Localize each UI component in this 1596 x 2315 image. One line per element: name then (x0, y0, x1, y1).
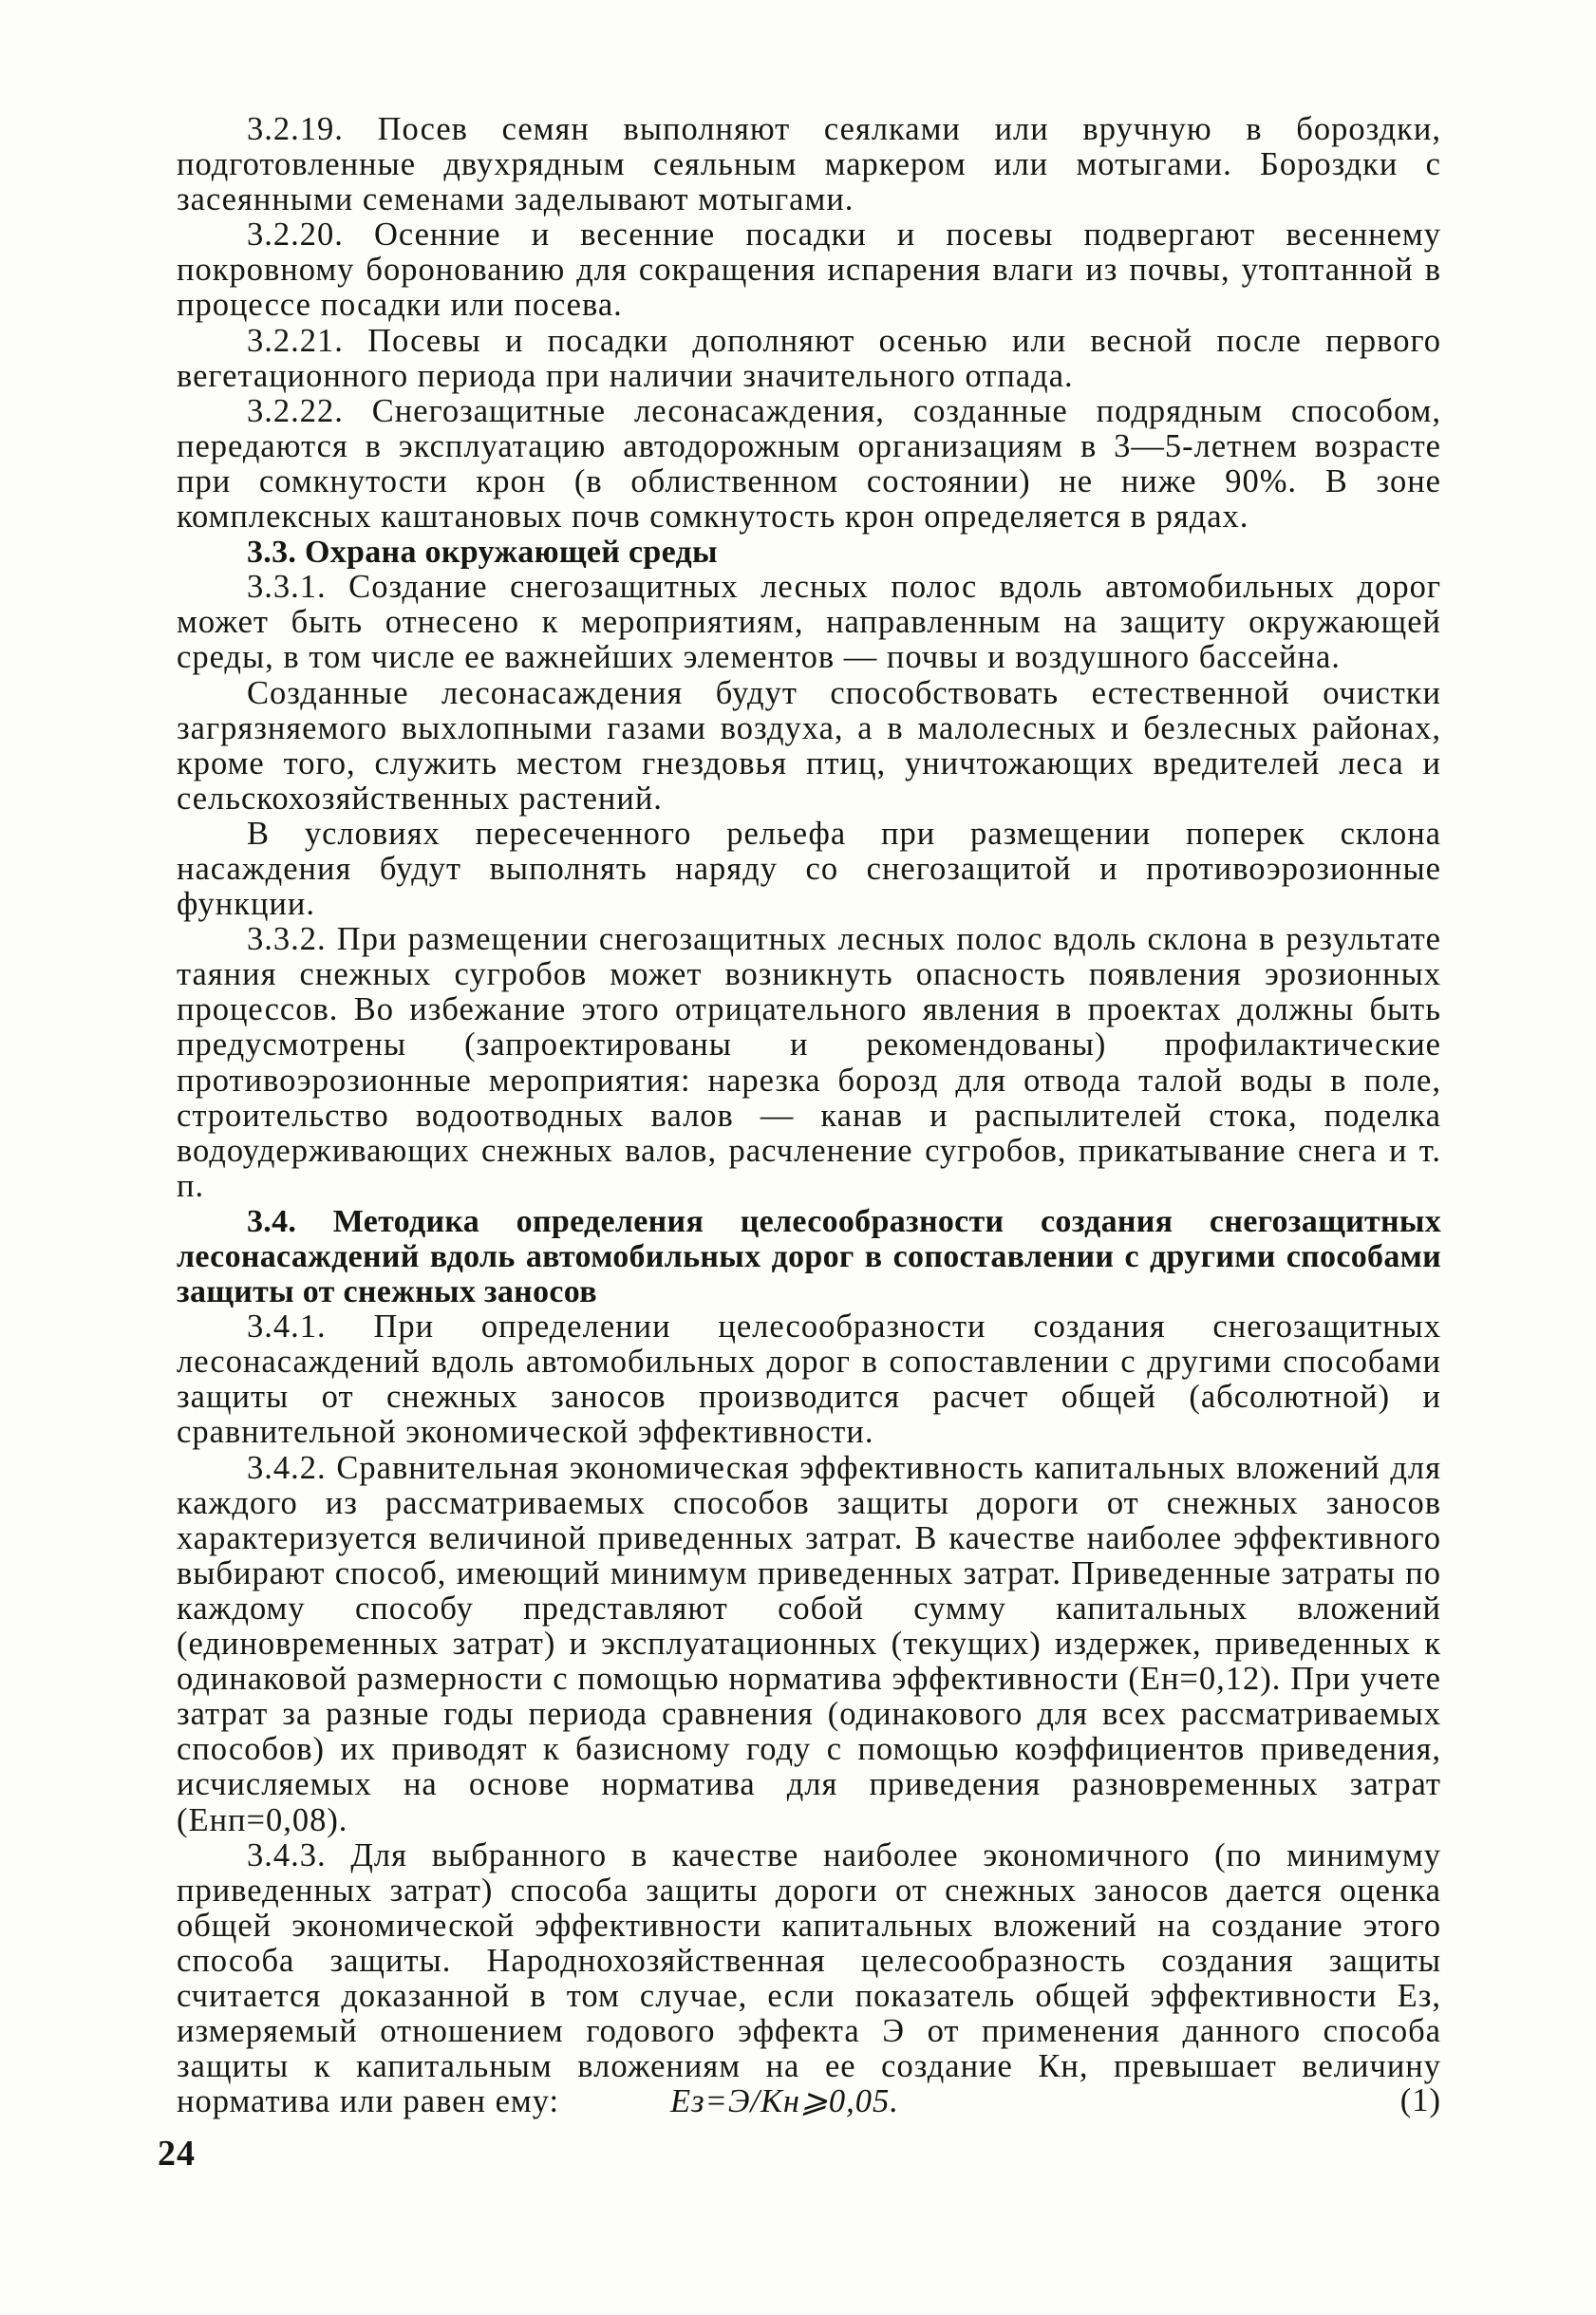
page-body (177, 112, 1441, 2119)
paragraph-3-2-22: 3.2.22. Снегозащитные лесонасаждения, созданные подрядным способом, передаются в эксплуатацию автодорожным организациям в 3—5-летнем возрасте при сомкнутости крон (в облиственном состоянии) не ниже 90%. В зоне комплексных каштановых почв сомкнутость крон определяется в рядах. (177, 392, 1441, 536)
paragraph-3-2-21: 3.2.21. Посевы и посадки дополняют осенью или весной после первого вегетационного периода при наличии значительного отпада. (177, 322, 1441, 394)
paragraph-3-2-20: 3.2.20. Осенние и весенние посадки и посевы подвергают весеннему покровному боронованию для сокращения испарения влаги из почвы, утоптанной в процессе посадки или посева. (177, 216, 1441, 324)
page-number: 24 (158, 2134, 196, 2174)
paragraph-terrain-functions: В условиях пересеченного рельефа при размещении поперек склона насаждения будут выполнять наряду со снегозащитой и противоэрозионные функции. (177, 815, 1441, 923)
paragraph-3-4-2: 3.4.2. Сравнительная экономическая эффективность капитальных вложений для каждого из рассматриваемых способов защиты дороги от снежных заносов характеризуется величиной приведенных затрат. В качестве наиболее эффективного выбирают способ, имеющий минимум приведенных затрат. Приведенные затраты по каждому способу представляют собой сумму капитальных вложений (единовременных затрат) и эксплуатационных (текущих) издержек, приведенных к одинаковой размерности с помощью норматива эффективности (Ен=0,12). При учете затрат за разные годы периода сравнения (одинакового для всех рассматриваемых способов) их приводят к базисному году с помощью коэффициентов приведения, исчисляемых на основе норматива для приведения разновременных затрат (Енп=0,08). (177, 1449, 1441, 1838)
formula-number: (1) (1399, 2082, 1441, 2118)
paragraph-3-3-2: 3.3.2. При размещении снегозащитных лесных полос вдоль склона в результате таяния снежных сугробов может возникнуть опасность появления эрозионных процессов. Во избежание этого отрицательного явления в проектах должны быть предусмотрены (запроектированы и рекомендованы) профилактические противоэрозионные мероприятия: нарезка борозд для отвода талой воды в поле, строительство водоотводных валов — канав и распылителей стока, поделка водоудерживающих снежных валов, расчленение сугробов, прикатывание снега и т. п. (177, 921, 1441, 1204)
paragraph-3-4-3: 3.4.3. Для выбранного в качестве наиболее экономичного (по минимуму приведенных затрат) способа защиты дороги от снежных заносов дается оценка общей экономической эффективности капитальных вложений на создание этого способа защиты. Народнохозяйственная целесообразность создания защиты считается доказанной в том случае, если показатель общей эффективности Ез, измеряемый отношением годового эффекта Э от применения данного способа защиты к капитальным вложениям на ее создание Кн, превышает величину норматива или равен ему: (177, 1836, 1441, 2120)
paragraph-3-4-1: 3.4.1. При определении целесообразности создания снегозащитных лесонасаждений вдоль автомобильных дорог в сопоставлении с другими способами защиты от снежных заносов производится расчет общей (абсолютной) и сравнительной экономической эффективности. (177, 1308, 1441, 1451)
formula-line (177, 2082, 1441, 2124)
paragraph-3-3-1: 3.3.1. Создание снегозащитных лесных полос вдоль автомобильных дорог может быть отнесено к мероприятиям, направленным на защиту окружающей среды, в том числе ее важнейших элементов — почвы и воздушного бассейна. (177, 569, 1441, 676)
section-heading-3-3: 3.3. Охрана окружающей среды (247, 535, 718, 571)
paragraph-3-2-19: 3.2.19. Посев семян выполняют сеялками или вручную в бороздки, подготовленные двухрядным сеяльным маркером или мотыгами. Бороздки с засеянными семенами заделывают мотыгами. (177, 111, 1441, 218)
formula-expression: Ез=Э/Кн⩾0,05. (670, 2083, 899, 2119)
paragraph-air-cleaning: Созданные лесонасаждения будут способствовать естественной очистки загрязняемого выхлопными газами воздуха, а в малолесных и безлесных районах, кроме того, служить местом гнездовья птиц, уничтожающих вредителей леса и сельскохозяйственных растений. (177, 674, 1441, 817)
section-heading-3-4: 3.4. Методика определения целесообразности создания снегозащитных лесонасаждений вдоль автомобильных дорог в сопоставлении с другими способами защиты от снежных заносов (177, 1203, 1441, 1310)
